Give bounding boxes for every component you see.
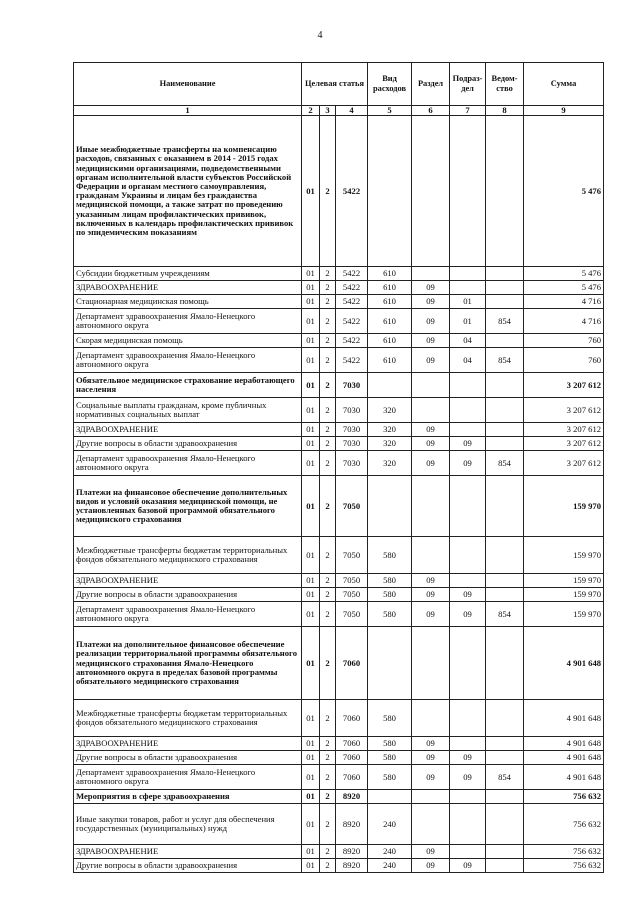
section-code: 09 bbox=[412, 295, 450, 309]
target-code-subprogram: 2 bbox=[320, 804, 336, 845]
section-code bbox=[412, 476, 450, 537]
subsection-code bbox=[450, 574, 486, 588]
target-code-program: 01 bbox=[302, 423, 320, 437]
target-code-subprogram: 2 bbox=[320, 116, 336, 267]
target-code-direction: 7050 bbox=[336, 588, 368, 602]
amount: 5 476 bbox=[524, 281, 604, 295]
expense-type-code: 580 bbox=[368, 602, 412, 627]
expense-type-code bbox=[368, 476, 412, 537]
department-code bbox=[486, 295, 524, 309]
target-code-direction: 7050 bbox=[336, 476, 368, 537]
header-amount: Сумма bbox=[524, 63, 604, 106]
expense-type-code bbox=[368, 373, 412, 398]
section-code: 09 bbox=[412, 845, 450, 859]
table-row bbox=[74, 295, 604, 309]
section-code: 09 bbox=[412, 348, 450, 373]
row-name: ЗДРАВООХРАНЕНИЕ bbox=[74, 281, 302, 295]
column-number: 2 bbox=[302, 106, 320, 116]
department-code bbox=[486, 804, 524, 845]
table-row bbox=[74, 627, 604, 700]
row-name: Стационарная медицинская помощь bbox=[74, 295, 302, 309]
department-code bbox=[486, 588, 524, 602]
row-name: Субсидии бюджетным учреждениям bbox=[74, 267, 302, 281]
subsection-code: 01 bbox=[450, 295, 486, 309]
subsection-code: 09 bbox=[450, 765, 486, 790]
subsection-code bbox=[450, 476, 486, 537]
row-name: Межбюджетные трансферты бюджетам территориальных фондов обязательного медицинского страхования bbox=[74, 537, 302, 574]
department-code bbox=[486, 845, 524, 859]
row-name: Департамент здравоохранения Ямало-Ненецкого автономного округа bbox=[74, 309, 302, 334]
section-code: 09 bbox=[412, 574, 450, 588]
column-number: 1 bbox=[74, 106, 302, 116]
target-code-program: 01 bbox=[302, 845, 320, 859]
amount: 159 970 bbox=[524, 602, 604, 627]
target-code-direction: 7060 bbox=[336, 765, 368, 790]
expense-type-code: 580 bbox=[368, 765, 412, 790]
table-row bbox=[74, 398, 604, 423]
target-code-direction: 7050 bbox=[336, 602, 368, 627]
subsection-code bbox=[450, 267, 486, 281]
expense-type-code: 610 bbox=[368, 295, 412, 309]
row-name: Департамент здравоохранения Ямало-Ненецкого автономного округа bbox=[74, 765, 302, 790]
section-code bbox=[412, 700, 450, 737]
expense-type-code: 610 bbox=[368, 334, 412, 348]
section-code: 09 bbox=[412, 737, 450, 751]
expense-type-code: 320 bbox=[368, 398, 412, 423]
target-code-subprogram: 2 bbox=[320, 700, 336, 737]
subsection-code bbox=[450, 845, 486, 859]
table-row bbox=[74, 751, 604, 765]
target-code-subprogram: 2 bbox=[320, 602, 336, 627]
section-code bbox=[412, 537, 450, 574]
table-row bbox=[74, 373, 604, 398]
target-code-subprogram: 2 bbox=[320, 423, 336, 437]
subsection-code: 04 bbox=[450, 348, 486, 373]
row-name: Департамент здравоохранения Ямало-Ненецкого автономного округа bbox=[74, 348, 302, 373]
target-code-subprogram: 2 bbox=[320, 588, 336, 602]
department-code bbox=[486, 334, 524, 348]
target-code-subprogram: 2 bbox=[320, 373, 336, 398]
amount: 159 970 bbox=[524, 537, 604, 574]
row-name: ЗДРАВООХРАНЕНИЕ bbox=[74, 845, 302, 859]
amount: 756 632 bbox=[524, 804, 604, 845]
department-code bbox=[486, 476, 524, 537]
expense-type-code: 320 bbox=[368, 451, 412, 476]
department-code: 854 bbox=[486, 602, 524, 627]
target-code-program: 01 bbox=[302, 790, 320, 804]
target-code-program: 01 bbox=[302, 334, 320, 348]
department-code bbox=[486, 116, 524, 267]
row-name: Департамент здравоохранения Ямало-Ненецкого автономного округа bbox=[74, 451, 302, 476]
column-number: 9 bbox=[524, 106, 604, 116]
target-code-direction: 7050 bbox=[336, 574, 368, 588]
amount: 4 901 648 bbox=[524, 737, 604, 751]
subsection-code: 09 bbox=[450, 437, 486, 451]
section-code: 09 bbox=[412, 751, 450, 765]
expense-type-code bbox=[368, 627, 412, 700]
expense-type-code: 580 bbox=[368, 537, 412, 574]
subsection-code: 09 bbox=[450, 451, 486, 476]
expense-type-code: 610 bbox=[368, 281, 412, 295]
department-code: 854 bbox=[486, 765, 524, 790]
expense-type-code: 320 bbox=[368, 423, 412, 437]
subsection-code bbox=[450, 804, 486, 845]
amount: 3 207 612 bbox=[524, 398, 604, 423]
expense-type-code: 610 bbox=[368, 267, 412, 281]
table-row bbox=[74, 602, 604, 627]
target-code-subprogram: 2 bbox=[320, 451, 336, 476]
row-name: Иные межбюджетные трансферты на компенсацию расходов, связанных с оказанием в 2014 - 2015 годах медицинскими организациями, подведомственными органам исполнительной власти субъектов Российской Федерации и органам местного самоуправления, гражданам Украины и лицам без гражданства медицинской помощи, а также затрат по проведению указанным лицам профилактических прививок, включенных в календарь профилактических прививок по эпидемическим показаниям bbox=[74, 116, 302, 267]
department-code bbox=[486, 423, 524, 437]
row-name: Обязательное медицинское страхование неработающего населения bbox=[74, 373, 302, 398]
target-code-program: 01 bbox=[302, 588, 320, 602]
section-code: 09 bbox=[412, 309, 450, 334]
table-row bbox=[74, 700, 604, 737]
section-code bbox=[412, 373, 450, 398]
department-code bbox=[486, 751, 524, 765]
amount: 4 901 648 bbox=[524, 700, 604, 737]
subsection-code bbox=[450, 281, 486, 295]
subsection-code bbox=[450, 737, 486, 751]
amount: 760 bbox=[524, 348, 604, 373]
subsection-code bbox=[450, 627, 486, 700]
row-name: Другие вопросы в области здравоохранения bbox=[74, 437, 302, 451]
target-code-program: 01 bbox=[302, 537, 320, 574]
table-row bbox=[74, 588, 604, 602]
target-code-program: 01 bbox=[302, 309, 320, 334]
department-code bbox=[486, 281, 524, 295]
row-name: Другие вопросы в области здравоохранения bbox=[74, 588, 302, 602]
subsection-code bbox=[450, 700, 486, 737]
row-name: ЗДРАВООХРАНЕНИЕ bbox=[74, 737, 302, 751]
target-code-program: 01 bbox=[302, 737, 320, 751]
subsection-code: 09 bbox=[450, 859, 486, 873]
target-code-direction: 5422 bbox=[336, 116, 368, 267]
section-code bbox=[412, 116, 450, 267]
target-code-program: 01 bbox=[302, 804, 320, 845]
row-name: Социальные выплаты гражданам, кроме публичных нормативных социальных выплат bbox=[74, 398, 302, 423]
target-code-direction: 8920 bbox=[336, 859, 368, 873]
target-code-subprogram: 2 bbox=[320, 476, 336, 537]
column-number: 4 bbox=[336, 106, 368, 116]
table-row bbox=[74, 116, 604, 267]
expense-type-code bbox=[368, 116, 412, 267]
target-code-subprogram: 2 bbox=[320, 398, 336, 423]
target-code-direction: 7060 bbox=[336, 737, 368, 751]
header-department: Ведом-ство bbox=[486, 63, 524, 106]
target-code-direction: 5422 bbox=[336, 309, 368, 334]
page-number: 4 bbox=[317, 30, 323, 41]
department-code: 854 bbox=[486, 309, 524, 334]
expense-type-code: 240 bbox=[368, 859, 412, 873]
target-code-direction: 5422 bbox=[336, 334, 368, 348]
target-code-direction: 8920 bbox=[336, 845, 368, 859]
target-code-subprogram: 2 bbox=[320, 437, 336, 451]
row-name: Другие вопросы в области здравоохранения bbox=[74, 859, 302, 873]
section-code: 09 bbox=[412, 281, 450, 295]
target-code-program: 01 bbox=[302, 348, 320, 373]
target-code-program: 01 bbox=[302, 751, 320, 765]
row-name: Департамент здравоохранения Ямало-Ненецкого автономного округа bbox=[74, 602, 302, 627]
subsection-code: 09 bbox=[450, 751, 486, 765]
table-row bbox=[74, 737, 604, 751]
subsection-code: 09 bbox=[450, 588, 486, 602]
header-row bbox=[74, 63, 604, 106]
section-code: 09 bbox=[412, 588, 450, 602]
target-code-direction: 7060 bbox=[336, 751, 368, 765]
target-code-subprogram: 2 bbox=[320, 295, 336, 309]
amount: 4 716 bbox=[524, 295, 604, 309]
subsection-code bbox=[450, 373, 486, 398]
target-code-direction: 7030 bbox=[336, 437, 368, 451]
target-code-subprogram: 2 bbox=[320, 845, 336, 859]
budget-table bbox=[73, 62, 604, 873]
department-code bbox=[486, 627, 524, 700]
amount: 159 970 bbox=[524, 476, 604, 537]
target-code-direction: 7030 bbox=[336, 423, 368, 437]
target-code-program: 01 bbox=[302, 765, 320, 790]
target-code-program: 01 bbox=[302, 116, 320, 267]
expense-type-code: 580 bbox=[368, 751, 412, 765]
department-code bbox=[486, 574, 524, 588]
expense-type-code: 610 bbox=[368, 348, 412, 373]
table-row bbox=[74, 281, 604, 295]
target-code-direction: 5422 bbox=[336, 348, 368, 373]
row-name: Иные закупки товаров, работ и услуг для обеспечения государственных (муниципальных) нужд bbox=[74, 804, 302, 845]
expense-type-code: 240 bbox=[368, 845, 412, 859]
amount: 760 bbox=[524, 334, 604, 348]
section-code bbox=[412, 398, 450, 423]
target-code-program: 01 bbox=[302, 476, 320, 537]
amount: 3 207 612 bbox=[524, 373, 604, 398]
column-number: 3 bbox=[320, 106, 336, 116]
expense-type-code: 240 bbox=[368, 804, 412, 845]
amount: 4 716 bbox=[524, 309, 604, 334]
target-code-program: 01 bbox=[302, 373, 320, 398]
row-name: Платежи на дополнительное финансовое обеспечение реализации территориальной программы обязательного медицинского страхования Ямало-Ненецкого автономного округа в пределах базовой программы обязательного медицинского страхования bbox=[74, 627, 302, 700]
target-code-program: 01 bbox=[302, 295, 320, 309]
section-code bbox=[412, 804, 450, 845]
target-code-subprogram: 2 bbox=[320, 737, 336, 751]
amount: 4 901 648 bbox=[524, 751, 604, 765]
table-row bbox=[74, 804, 604, 845]
target-code-subprogram: 2 bbox=[320, 859, 336, 873]
subsection-code bbox=[450, 423, 486, 437]
column-number: 5 bbox=[368, 106, 412, 116]
target-code-subprogram: 2 bbox=[320, 537, 336, 574]
amount: 756 632 bbox=[524, 845, 604, 859]
target-code-direction: 7030 bbox=[336, 373, 368, 398]
subsection-code bbox=[450, 537, 486, 574]
row-name: ЗДРАВООХРАНЕНИЕ bbox=[74, 423, 302, 437]
target-code-direction: 5422 bbox=[336, 295, 368, 309]
target-code-direction: 5422 bbox=[336, 281, 368, 295]
expense-type-code: 580 bbox=[368, 588, 412, 602]
target-code-subprogram: 2 bbox=[320, 267, 336, 281]
section-code: 09 bbox=[412, 602, 450, 627]
section-code bbox=[412, 627, 450, 700]
table-row bbox=[74, 859, 604, 873]
department-code bbox=[486, 373, 524, 398]
target-code-subprogram: 2 bbox=[320, 627, 336, 700]
target-code-program: 01 bbox=[302, 437, 320, 451]
target-code-direction: 7030 bbox=[336, 451, 368, 476]
table-row bbox=[74, 790, 604, 804]
expense-type-code: 580 bbox=[368, 574, 412, 588]
table-row bbox=[74, 765, 604, 790]
header-name: Наименование bbox=[74, 63, 302, 106]
row-name: ЗДРАВООХРАНЕНИЕ bbox=[74, 574, 302, 588]
column-number: 7 bbox=[450, 106, 486, 116]
expense-type-code: 610 bbox=[368, 309, 412, 334]
target-code-program: 01 bbox=[302, 700, 320, 737]
section-code: 09 bbox=[412, 334, 450, 348]
table-row bbox=[74, 334, 604, 348]
amount: 5 476 bbox=[524, 267, 604, 281]
row-name: Платежи на финансовое обеспечение дополнительных видов и условий оказания медицинской помощи, не установленных базовой программой обязательного медицинского страхования bbox=[74, 476, 302, 537]
department-code: 854 bbox=[486, 348, 524, 373]
subsection-code: 09 bbox=[450, 602, 486, 627]
expense-type-code: 580 bbox=[368, 737, 412, 751]
amount: 4 901 648 bbox=[524, 765, 604, 790]
table-row bbox=[74, 476, 604, 537]
table-row bbox=[74, 348, 604, 373]
column-number: 6 bbox=[412, 106, 450, 116]
target-code-subprogram: 2 bbox=[320, 334, 336, 348]
row-name: Скорая медицинская помощь bbox=[74, 334, 302, 348]
target-code-subprogram: 2 bbox=[320, 751, 336, 765]
section-code: 09 bbox=[412, 765, 450, 790]
header-subsection: Подраз-дел bbox=[450, 63, 486, 106]
row-name: Мероприятия в сфере здравоохранения bbox=[74, 790, 302, 804]
header-expense-type: Вид расходов bbox=[368, 63, 412, 106]
amount: 159 970 bbox=[524, 588, 604, 602]
table-row bbox=[74, 267, 604, 281]
target-code-direction: 7060 bbox=[336, 700, 368, 737]
target-code-subprogram: 2 bbox=[320, 281, 336, 295]
subsection-code bbox=[450, 116, 486, 267]
expense-type-code: 320 bbox=[368, 437, 412, 451]
section-code: 09 bbox=[412, 437, 450, 451]
table-row bbox=[74, 451, 604, 476]
target-code-subprogram: 2 bbox=[320, 790, 336, 804]
header-target: Целевая статья bbox=[302, 63, 368, 106]
table-body bbox=[74, 116, 604, 873]
target-code-program: 01 bbox=[302, 398, 320, 423]
target-code-direction: 8920 bbox=[336, 804, 368, 845]
table-row bbox=[74, 845, 604, 859]
target-code-subprogram: 2 bbox=[320, 309, 336, 334]
target-code-program: 01 bbox=[302, 602, 320, 627]
header-section: Раздел bbox=[412, 63, 450, 106]
amount: 159 970 bbox=[524, 574, 604, 588]
department-code bbox=[486, 859, 524, 873]
column-number: 8 bbox=[486, 106, 524, 116]
section-code: 09 bbox=[412, 423, 450, 437]
table-row bbox=[74, 537, 604, 574]
target-code-program: 01 bbox=[302, 859, 320, 873]
table-row bbox=[74, 423, 604, 437]
table-row bbox=[74, 309, 604, 334]
target-code-direction: 8920 bbox=[336, 790, 368, 804]
target-code-program: 01 bbox=[302, 281, 320, 295]
table-row bbox=[74, 574, 604, 588]
target-code-subprogram: 2 bbox=[320, 348, 336, 373]
target-code-direction: 7030 bbox=[336, 398, 368, 423]
section-code: 09 bbox=[412, 859, 450, 873]
target-code-program: 01 bbox=[302, 627, 320, 700]
subsection-code bbox=[450, 398, 486, 423]
amount: 3 207 612 bbox=[524, 451, 604, 476]
department-code bbox=[486, 737, 524, 751]
department-code bbox=[486, 700, 524, 737]
row-name: Межбюджетные трансферты бюджетам территориальных фондов обязательного медицинского страхования bbox=[74, 700, 302, 737]
amount: 4 901 648 bbox=[524, 627, 604, 700]
table-row bbox=[74, 437, 604, 451]
department-code bbox=[486, 267, 524, 281]
department-code bbox=[486, 537, 524, 574]
target-code-direction: 5422 bbox=[336, 267, 368, 281]
target-code-program: 01 bbox=[302, 451, 320, 476]
target-code-program: 01 bbox=[302, 574, 320, 588]
column-number-row bbox=[74, 106, 604, 116]
target-code-program: 01 bbox=[302, 267, 320, 281]
amount: 756 632 bbox=[524, 859, 604, 873]
section-code bbox=[412, 267, 450, 281]
target-code-direction: 7060 bbox=[336, 627, 368, 700]
department-code bbox=[486, 437, 524, 451]
department-code bbox=[486, 790, 524, 804]
expense-type-code: 580 bbox=[368, 700, 412, 737]
amount: 3 207 612 bbox=[524, 423, 604, 437]
subsection-code bbox=[450, 790, 486, 804]
section-code: 09 bbox=[412, 451, 450, 476]
amount: 756 632 bbox=[524, 790, 604, 804]
amount: 3 207 612 bbox=[524, 437, 604, 451]
department-code: 854 bbox=[486, 451, 524, 476]
target-code-subprogram: 2 bbox=[320, 765, 336, 790]
department-code bbox=[486, 398, 524, 423]
amount: 5 476 bbox=[524, 116, 604, 267]
subsection-code: 04 bbox=[450, 334, 486, 348]
section-code bbox=[412, 790, 450, 804]
row-name: Другие вопросы в области здравоохранения bbox=[74, 751, 302, 765]
expense-type-code bbox=[368, 790, 412, 804]
target-code-subprogram: 2 bbox=[320, 574, 336, 588]
target-code-direction: 7050 bbox=[336, 537, 368, 574]
subsection-code: 01 bbox=[450, 309, 486, 334]
